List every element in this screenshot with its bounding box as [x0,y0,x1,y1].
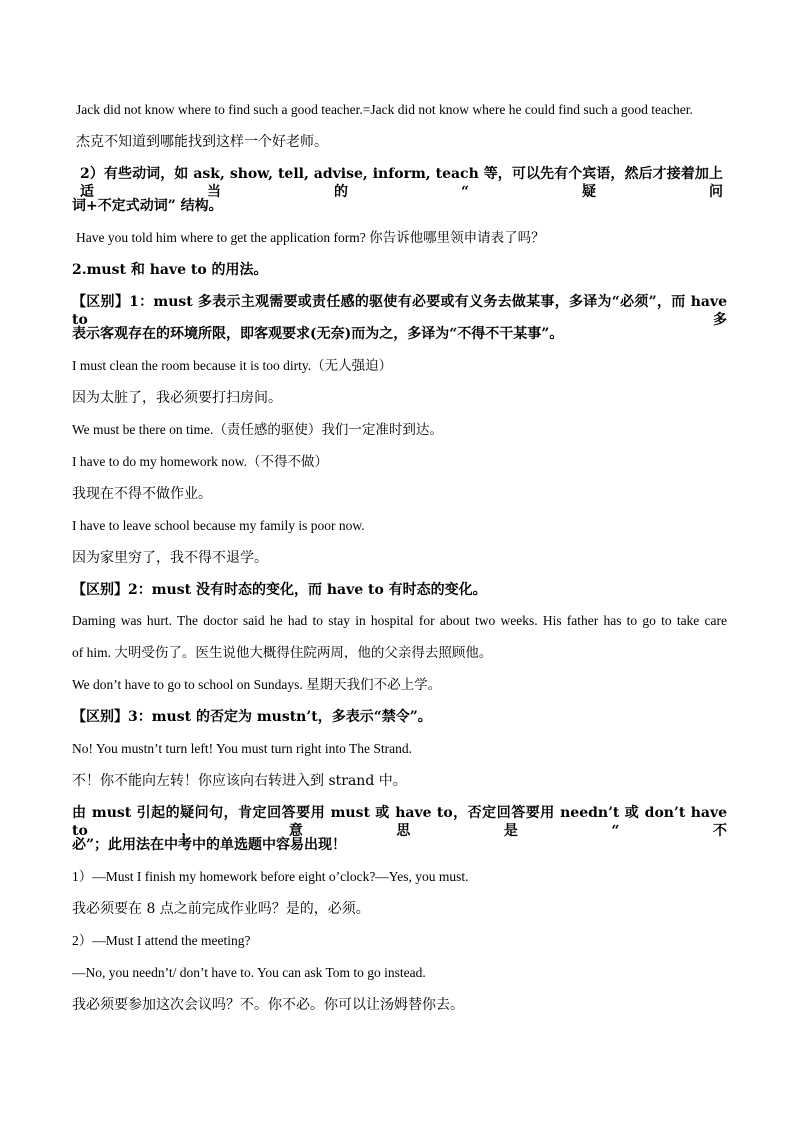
text-line-usage-note: 必”；此用法在中考中的单选题中容易出现！ [72,837,347,853]
text-line-example-sentence: I have to leave school because my family is poor now. [72,518,365,533]
text-line-translation: 我必须要在 8 点之前完成作业吗？是的，必须。 [72,901,370,917]
text-line-distinction-heading: 表示客观存在的环境所限，即客观要求(无奈)而为之，多译为“不得不干某事”。 [72,326,564,342]
text-line-example-dialogue: 1）—Must I finish my homework before eight o’clock?—Yes, you must. [72,869,469,884]
text-line-distinction-heading: 【区别】2：must 没有时态的变化，而 have to 有时态的变化。 [72,582,487,598]
text-line-translation: 我必须要参加这次会议吗？不。你不必。你可以让汤姆替你去。 [72,997,464,1013]
text-line-rule-heading: 2）有些动词，如 ask, show, tell, advise, inform, teach 等，可以先有个宾语，然后才接着加上适当的“疑问 [80,166,723,200]
text-line-example-sentence: I must clean the room because it is too dirty.（无人强迫） [72,358,393,373]
text-line-rule-heading: 词+不定式动词” 结构。 [72,198,223,214]
text-line-example-sentence: Daming was hurt. The doctor said he had to stay in hospital for about two weeks. His father has to go to take care [72,613,727,628]
text-line-translation: 我现在不得不做作业。 [72,486,212,502]
text-line-example-sentence: No! You mustn’t turn left! You must turn right into The Strand. [72,741,413,756]
text-line-example-dialogue: —No, you needn’t/ don’t have to. You can ask Tom to go instead. [72,965,426,980]
text-line-distinction-heading: 【区别】1：must 多表示主观需要或责任感的驱使有必要或有义务去做某事，多译为“必须”，而 have to 多 [72,294,727,328]
text-line-translation: 因为家里穷了，我不得不退学。 [72,550,268,566]
text-line-example-sentence: I have to do my homework now.（不得不做） [72,454,328,469]
text-line-example-sentence: Have you told him where to get the application form? 你告诉他哪里领申请表了吗？ [76,230,545,245]
text-line-example-sentence: of him. 大明受伤了。医生说他大概得住院两周，他的父亲得去照顾他。 [72,645,493,660]
text-line-example-sentence: Jack did not know where to find such a good teacher.=Jack did not know where he could find such a good teacher. [76,102,693,117]
section-heading: 2.must 和 have to 的用法。 [72,262,268,278]
text-line-translation: 因为太脏了，我必须要打扫房间。 [72,390,282,406]
text-line-distinction-heading: 【区别】3：must 的否定为 mustn’t，多表示“禁令”。 [72,709,432,725]
text-line-translation: 不！你不能向左转！你应该向右转进入到 strand 中。 [72,773,407,789]
text-line-translation: 杰克不知道到哪能找到这样一个好老师。 [76,134,328,150]
text-line-example-dialogue: 2）—Must I attend the meeting? [72,933,251,948]
text-line-example-sentence: We don’t have to go to school on Sundays. 星期天我们不必上学。 [72,677,442,692]
text-line-usage-note: 由 must 引起的疑问句，肯定回答要用 must 或 have to，否定回答要用 needn’t 或 don’t have to，意思是“不 [72,805,727,839]
text-line-example-sentence: We must be there on time.（责任感的驱使）我们一定准时到达。 [72,422,443,437]
